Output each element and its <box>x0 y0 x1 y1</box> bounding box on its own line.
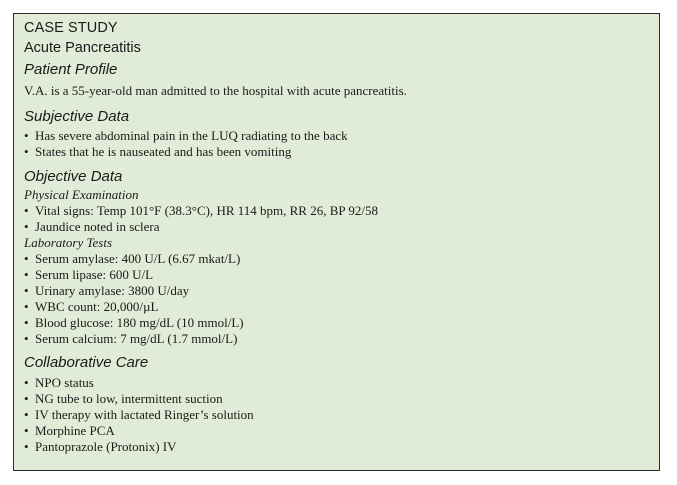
list-item: • Serum calcium: 7 mg/dL (1.7 mmol/L) <box>24 331 659 347</box>
physical-examination-list <box>24 203 659 235</box>
list-item: • Morphine PCA <box>24 423 659 439</box>
objective-data-heading: Objective Data <box>24 168 123 185</box>
list-item: • IV therapy with lactated Ringer’s solution <box>24 407 659 423</box>
case-study-label: CASE STUDY <box>24 20 118 36</box>
list-item: • Jaundice noted in sclera <box>24 219 659 235</box>
list-item: • Serum amylase: 400 U/L (6.67 mkat/L) <box>24 251 659 267</box>
list-item: • NPO status <box>24 375 659 391</box>
patient-profile-text: V.A. is a 55-year-old man admitted to the hospital with acute pancreatitis. <box>24 83 407 98</box>
case-title: Acute Pancreatitis <box>24 40 141 56</box>
list-item: • Vital signs: Temp 101°F (38.3°C), HR 114 bpm, RR 26, BP 92/58 <box>24 203 659 219</box>
list-item: • Pantoprazole (Protonix) IV <box>24 439 659 455</box>
list-item: • States that he is nauseated and has been vomiting <box>24 144 659 160</box>
list-item: • Serum lipase: 600 U/L <box>24 267 659 283</box>
subjective-data-list <box>24 128 659 160</box>
laboratory-tests-label: Laboratory Tests <box>24 235 113 250</box>
case-study-box <box>13 13 660 471</box>
subjective-data-heading: Subjective Data <box>24 108 130 125</box>
list-item: • WBC count: 20,000/µL <box>24 299 659 315</box>
list-item: • NG tube to low, intermittent suction <box>24 391 659 407</box>
patient-profile-heading: Patient Profile <box>24 61 118 78</box>
list-item: • Blood glucose: 180 mg/dL (10 mmol/L) <box>24 315 659 331</box>
laboratory-tests-list <box>24 251 659 347</box>
collaborative-care-list <box>24 375 659 455</box>
list-item: • Has severe abdominal pain in the LUQ radiating to the back <box>24 128 659 144</box>
physical-examination-label: Physical Examination <box>24 187 139 202</box>
collaborative-care-heading: Collaborative Care <box>24 354 149 371</box>
list-item: • Urinary amylase: 3800 U/day <box>24 283 659 299</box>
